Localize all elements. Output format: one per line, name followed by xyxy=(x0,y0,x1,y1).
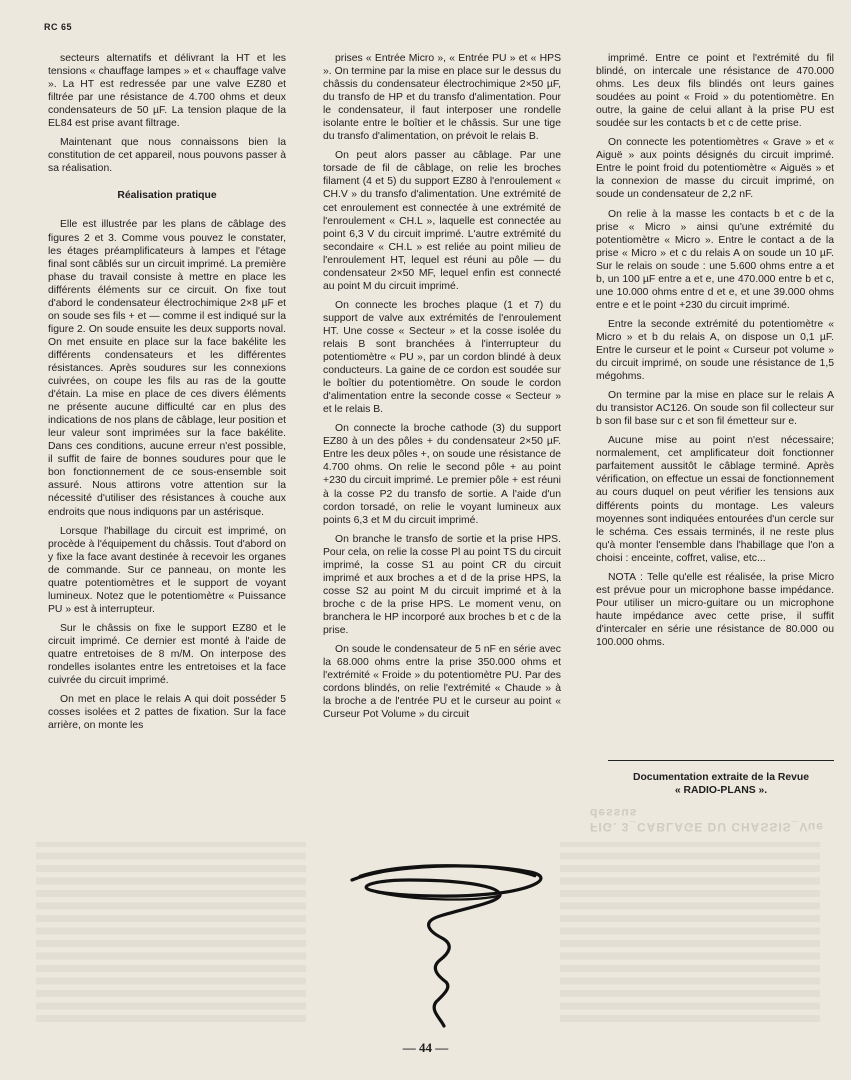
paragraph: Lorsque l'habillage du circuit est imprimé, on procède à l'équipement du châssis. Tout d'abord on y fixe la face avant destinée à recevoir les organes de commande. Sur ce panneau, on monte les quatre potentiomètres et le support de voyant lumineux. Notez que le potentiomètre « Puissance PU » est à interrupteur. xyxy=(48,525,286,615)
paragraph: On relie à la masse les contacts b et c de la prise « Micro » ainsi qu'une extrémité du potentiomètre « Micro ». Entre le contact a de la prise « Micro » et c du relais A on soude un 10 µF. Sur le relais on soude : une 5.600 ohms entre a et b, un 100 µF entre a et e, une 470.000 entre b et c, une 10.000 ohms entre d et e, et une 39.000 ohms entre e et le point +230 du circuit imprimé. xyxy=(596,208,834,311)
paragraph: Entre la seconde extrémité du potentiomètre « Micro » et b du relais A, on dispose un 0,1 µF. Entre le curseur et le point « Curseur pot volume » du circuit imprimé, on soude une résistance de 1,5 mégohms. xyxy=(596,318,834,383)
source-note xyxy=(608,760,834,797)
paragraph: Elle est illustrée par les plans de câblage des figures 2 et 3. Comme vous pouvez le constater, les étages préamplificateurs à lampes et l'étage final sont câblés sur un circuit imprimé. La première phase du travail consiste à mettre en place les différents éléments sur ce circuit. On fixe tout d'abord le condensateur électrochimique 2×8 µF et on soude ses fils + et — comme il est indiqué sur la figure 2. On soude ensuite les deux supports noval. On met ensuite en place sur la face bakélite les différents condensateurs et les différentes résistances. Après soudures sur les connexions cuivrées, on coupe les fils au ras de la goutte d'étain. La mise en place de ces divers éléments ne présente aucune difficulté car en plus des indications de nos plans de câblage, leur position et leur valeur sont imprimées sur la face bakélite. Dans ces conditions, aucune erreur n'est possible, il suffit de faire de bonnes soudures pour que le bon fonctionnement de ce sous-ensemble soit assuré. Nous attirons votre attention sur la nécessité d'utiliser des résistances à couche aux endroits que nous indiquons par un astérisque. xyxy=(48,219,286,518)
page-number: — 44 — xyxy=(402,1040,449,1055)
paragraph: imprimé. Entre ce point et l'extrémité du fil blindé, on intercale une résistance de 470.000 ohms. Les deux fils blindés ont leurs gaines soudées au point « Froid » du potentiomètre. En outre, la gaine de celui allant à la prise PU est soudée sur les contacts b et c de cette prise. xyxy=(596,53,834,130)
page-code: RC 65 xyxy=(44,22,73,32)
paragraph: On met en place le relais A qui doit posséder 5 cosses isolées et 2 pattes de fixation. Sur la face arrière, on monte les xyxy=(48,694,286,732)
paragraph: On connecte les broches plaque (1 et 7) du support de valve aux extrémités de l'enroulement HT. Une cosse « Secteur » et la cosse isolée du relais B sont branchées à l'interrupteur du potentiomètre « PU », par un cordon blindé à deux conducteurs. La gaine de ce cordon est soudée sur le boîtier du potentiomètre. On soude le cordon d'alimentation entre la seconde cosse « Secteur » et le relais B. xyxy=(323,299,561,416)
source-note-line: « RADIO-PLANS ». xyxy=(674,785,768,796)
paragraph: Sur le châssis on fixe le support EZ80 et le circuit imprimé. Ce dernier est monté à l'aide de quatre entretoises de 8 m/M. On interpose des rondelles isolantes entre les entretoises et la face cuivrée du circuit imprimé. xyxy=(48,622,286,687)
paragraph: Aucune mise au point n'est nécessaire; normalement, cet amplificateur doit fonctionner parfaitement aussitôt le câblage terminé. Après vérification, on effectue un essai de fonctionnement au cours duquel on peut vérifier les tensions aux différents points du montage. Les valeurs moyennes sont indiquées entourées d'un cercle sur le schéma. Ces essais terminés, il ne reste plus qu'à monter l'ensemble dans l'habillage que l'on a choisi : enceinte, coffret, valise, etc... xyxy=(596,435,834,564)
source-note-line: Documentation extraite de la Revue xyxy=(632,772,810,783)
paragraph: NOTA : Telle qu'elle est réalisée, la prise Micro est prévue pour un microphone basse impédance. Pour utiliser un micro-guitare ou un microphone haute impédance avec cette prise, il suffit d'intercaler en série une résistance de 80.000 ou 100.000 ohms. xyxy=(596,571,834,648)
bleed-through-text xyxy=(560,842,820,1022)
paragraph: secteurs alternatifs et délivrant la HT et les tensions « chauffage lampes » et « chauffage valve ». La HT est redressée par une valve EZ80 et filtrée par une résistance de 4.700 ohms et deux condensateurs de 50 µF. La tension plaque de la EL84 est prise avant filtrage. xyxy=(48,53,286,130)
section-heading: Réalisation pratique xyxy=(117,190,217,202)
paragraph: Maintenant que nous connaissons bien la constitution de cet appareil, nous pouvons passer à sa réalisation. xyxy=(48,137,286,175)
paragraph: On peut alors passer au câblage. Par une torsade de fil de câblage, on relie les broches filament (4 et 5) du support EZ80 à l'enroulement « CH.V » du transfo d'alimentation. Une extrémité de cet enroulement est connectée à une extrémité de l'enroulement « CH.L », laquelle est connectée au point 6,3 V du circuit imprimé. L'autre extrémité du secondaire « CH.L » est reliée au point milieu de l'enroulement HT, lequel est réuni au pôle — du condensateur 2×50 MF, lequel enfin est connecté au point M du circuit imprimé. xyxy=(323,150,561,292)
paragraph: On branche le transfo de sortie et la prise HPS. Pour cela, on relie la cosse Pl au point TS du circuit imprimé, la cosse S1 au point CR du circuit imprimé et aux broches a et d de la prise HPS, la cosse S2 au point M du circuit imprimé et à la broche c de la prise HPS. Le moment venu, on branchera le HP incorporé aux broches b et c de la prise. xyxy=(323,533,561,636)
paragraph: On connecte la broche cathode (3) du support EZ80 à un des pôles + du condensateur 2×50 µF. Entre les deux pôles +, on soude une résistance de 4.700 ohms. On relie le second pôle + au point +230 du circuit imprimé. Le premier pôle + est réuni à la cosse P2 du transfo de sortie. A l'aide d'un cordon torsadé, on relie le voyant lumineux aux points 6,3 et M du circuit imprimé. xyxy=(323,423,561,526)
paragraph: On soude le condensateur de 5 nF en série avec la 68.000 ohms entre la prise 350.000 ohms et l'extrémité « Froide » du potentiomètre PU. Par des cordons blindés, on relie l'extrémité « Chaude » à la broche a de l'entrée PU et le curseur au point « Curseur Pot Volume » du circuit xyxy=(323,644,561,721)
paragraph: On connecte les potentiomètres « Grave » et « Aiguë » aux points désignés du circuit imprimé. Entre le point froid du potentiomètre « Aiguës » et la connexion de masse du circuit imprimé, on soude un condensateur de 2,2 nF. xyxy=(596,137,834,201)
paragraph: On termine par la mise en place sur le relais A du transistor AC126. On soude son fil collecteur sur b son fil base sur c et son fil émetteur sur e. xyxy=(596,390,834,428)
column-3 xyxy=(596,52,834,655)
column-1 xyxy=(48,52,286,738)
pen-scribble xyxy=(330,850,560,1050)
paragraph: prises « Entrée Micro », « Entrée PU » et « HPS ». On termine par la mise en place sur le dessus du châssis du condensateur électrochimique 2×50 µF, du transfo de HP et du transfo d'alimentation. Pour le condensateur, il faut interposer une rondelle isolante entre le boîtier et le châssis. Sur une tige du transfo d'alimentation, on prévoit le relais B. xyxy=(323,53,561,143)
column-2 xyxy=(323,52,561,727)
bleed-through-caption: FIG. 3_CABLAGE DU CHASSIS_Vue dessus xyxy=(590,806,824,834)
bleed-through-text xyxy=(36,842,306,1022)
